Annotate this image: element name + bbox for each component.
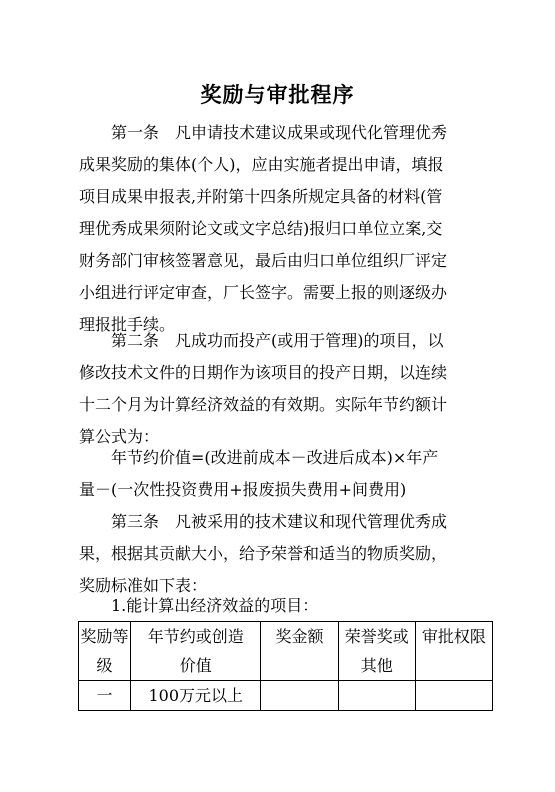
text-line: 小组进行评定审查，厂长签字。需要上报的则逐级办 [79,283,448,302]
table-caption-text: 1.能计算出经济效益的项目： [111,596,319,615]
header-text: 奖金额 [275,627,324,646]
header-approval-authority [415,622,492,681]
text-line: 第三条 凡被采用的技术建议和现代管理优秀成 [111,512,448,531]
text-line: 理报批手续。 [79,315,176,334]
award-table [78,621,493,711]
header-text: 级 [96,656,113,675]
formula-line: 量－(一次性投资费用+报废损失费用+间费用) [79,480,407,499]
formula-line: 年节约价值=(改进前成本－改进后成本)×年产 [111,448,439,467]
text-line: 修改技术文件的日期作为该项目的投产日期，以连续 [79,363,448,382]
article-3-paragraph [79,506,479,602]
text-line: 算公式为： [79,427,160,446]
text-line: 项目成果申报表,并附第十四条所规定具备的材料(管 [79,187,443,206]
table-cell [261,681,338,711]
table-cell [338,681,415,711]
text-line: 十二个月为计算经济效益的有效期。实际年节约额计 [79,395,448,414]
table-header-row [79,622,493,681]
table-cell [415,681,492,711]
table-cell: 100万元以上 [131,681,261,711]
table-caption [79,590,479,622]
text-line: 奖励标准如下表： [79,576,208,595]
header-annual-savings [131,622,261,681]
header-text: 审批权限 [421,627,486,646]
article-2-paragraph [79,325,479,453]
text-line: 第二条 凡成功而投产(或用于管理)的项目，以 [111,331,444,350]
article-1-paragraph [79,117,479,341]
text-line: 果，根据其贡献大小，给予荣誉和适当的物质奖励， [79,544,448,563]
table-row [79,681,493,711]
formula-paragraph [79,442,479,506]
text-line: 成果奖励的集体(个人)，应由实施者提出申请，填报 [79,155,444,174]
header-text: 价值 [179,656,212,675]
header-bonus-amount [261,622,338,681]
header-text: 奖励等 [80,627,129,646]
header-text: 其他 [360,656,393,675]
text-line: 第一条 凡申请技术建议成果或现代化管理优秀 [111,123,448,142]
header-text: 荣誉奖或 [344,627,409,646]
text-line: 财务部门审核签署意见，最后由归口单位组织厂评定 [79,251,448,270]
header-award-level [79,622,131,681]
table-cell: 一 [79,681,131,711]
header-honor-award [338,622,415,681]
header-text: 年节约或创造 [147,627,244,646]
document-title: 奖励与审批程序 [200,83,355,107]
text-line: 理优秀成果须附论文或文字总结)报归口单位立案,交 [79,219,443,238]
